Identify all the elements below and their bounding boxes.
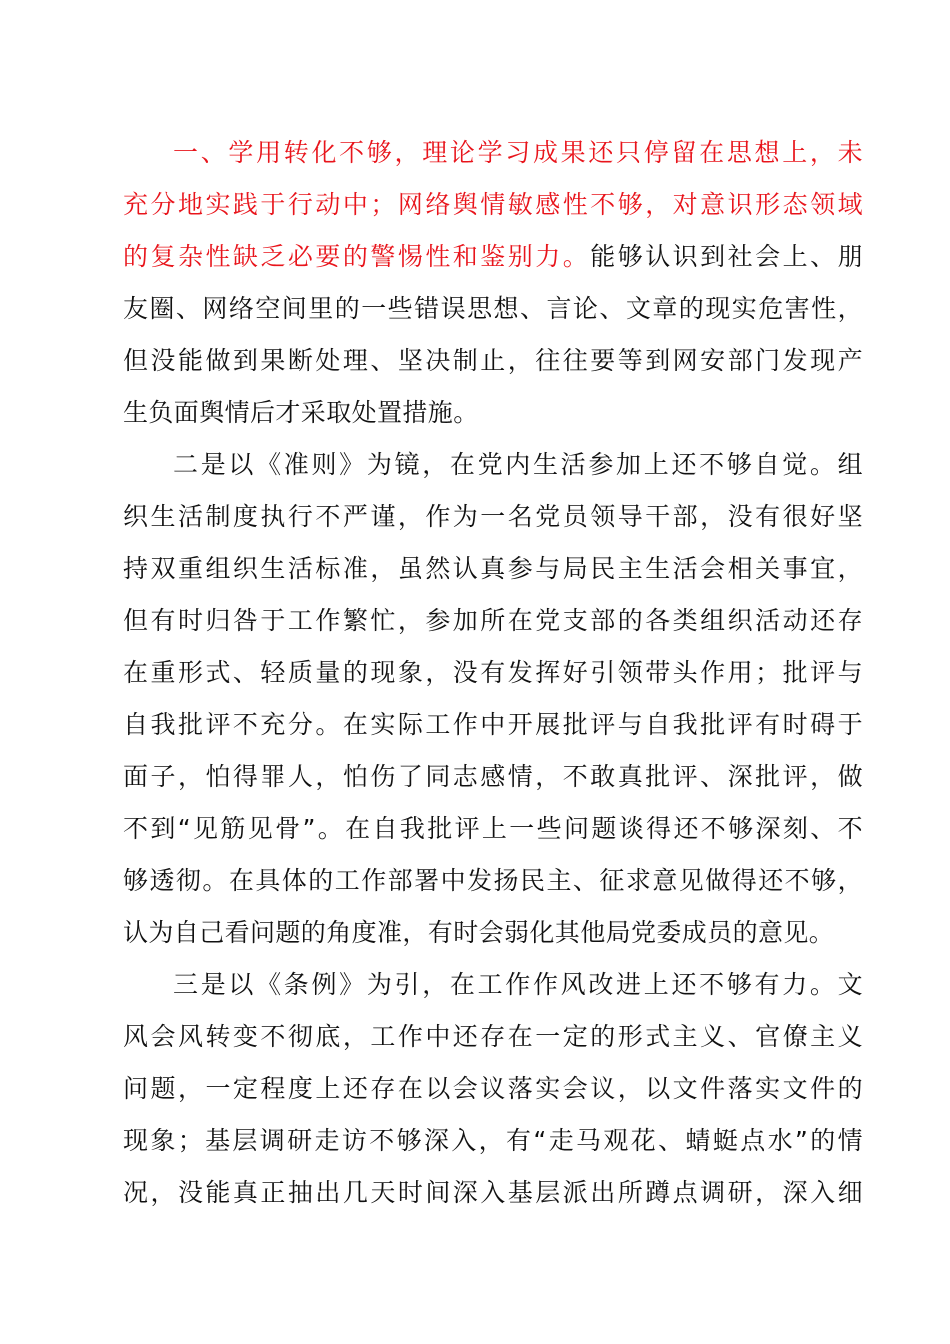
paragraph-line	[123, 185, 863, 225]
highlighted-text: 一、学用转化不够，理论学习成果还只停留在思想上，未	[173, 138, 863, 167]
body-text: 况，没能真正抽出几天时间深入基层派出所蹲点调研，深入细	[123, 1178, 863, 1207]
paragraph-line	[123, 705, 863, 745]
body-text: 二是以《准则》为镜，在党内生活参加上还不够自觉。组	[173, 450, 863, 479]
paragraph-line	[123, 861, 863, 901]
paragraph-line	[123, 913, 863, 953]
paragraph-line	[123, 393, 863, 433]
body-text: 自我批评不充分。在实际工作中开展批评与自我批评有时碍于	[123, 710, 863, 739]
paragraph-line	[173, 965, 863, 1005]
highlighted-text: 充分地实践于行动中；网络舆情敏感性不够，对意识形态领域	[123, 190, 863, 219]
paragraph-line	[123, 757, 863, 797]
paragraph-line	[123, 237, 863, 277]
highlighted-text: 的复杂性缺乏必要的警惕性和鉴别力。	[123, 242, 591, 271]
paragraph-line	[123, 809, 863, 849]
body-text: 织生活制度执行不严谨，作为一名党员领导干部，没有很好坚	[123, 502, 863, 531]
paragraph-line	[123, 1017, 863, 1057]
paragraph-line	[123, 653, 863, 693]
paragraph-line	[173, 445, 863, 485]
body-text: 在重形式、轻质量的现象，没有发挥好引领带头作用；批评与	[123, 658, 863, 687]
body-text: 能够认识到社会上、朋	[590, 242, 863, 271]
body-text: 生负面舆情后才采取处置措施。	[123, 398, 479, 427]
paragraph-line	[123, 289, 863, 329]
body-text: 够透彻。在具体的工作部署中发扬民主、征求意见做得还不够，	[123, 866, 863, 895]
body-text: 问题，一定程度上还存在以会议落实会议，以文件落实文件的	[123, 1074, 863, 1103]
paragraph-line	[123, 341, 863, 381]
paragraph-line	[123, 1173, 863, 1213]
body-text: 风会风转变不彻底，工作中还存在一定的形式主义、官僚主义	[123, 1022, 863, 1051]
body-text: 不到“见筋见骨”。在自我批评上一些问题谈得还不够深刻、不	[123, 814, 863, 843]
body-text: 但有时归咎于工作繁忙，参加所在党支部的各类组织活动还存	[123, 606, 863, 635]
body-text: 持双重组织生活标准，虽然认真参与局民主生活会相关事宜，	[123, 554, 863, 583]
paragraph-line	[173, 133, 863, 173]
body-text: 面子，怕得罪人，怕伤了同志感情，不敢真批评、深批评，做	[123, 762, 863, 791]
paragraph-line	[123, 549, 863, 589]
body-text: 三是以《条例》为引，在工作作风改进上还不够有力。文	[173, 970, 863, 999]
paragraph-line	[123, 1069, 863, 1109]
body-text: 认为自己看问题的角度准，有时会弱化其他局党委成员的意见。	[123, 918, 835, 947]
body-text: 友圈、网络空间里的一些错误思想、言论、文章的现实危害性，	[123, 294, 863, 323]
paragraph-line	[123, 497, 863, 537]
paragraph-line	[123, 1121, 863, 1161]
paragraph-line	[123, 601, 863, 641]
body-text: 现象；基层调研走访不够深入，有“走马观花、蜻蜓点水”的情	[123, 1126, 863, 1155]
body-text: 但没能做到果断处理、坚决制止，往往要等到网安部门发现产	[123, 346, 863, 375]
